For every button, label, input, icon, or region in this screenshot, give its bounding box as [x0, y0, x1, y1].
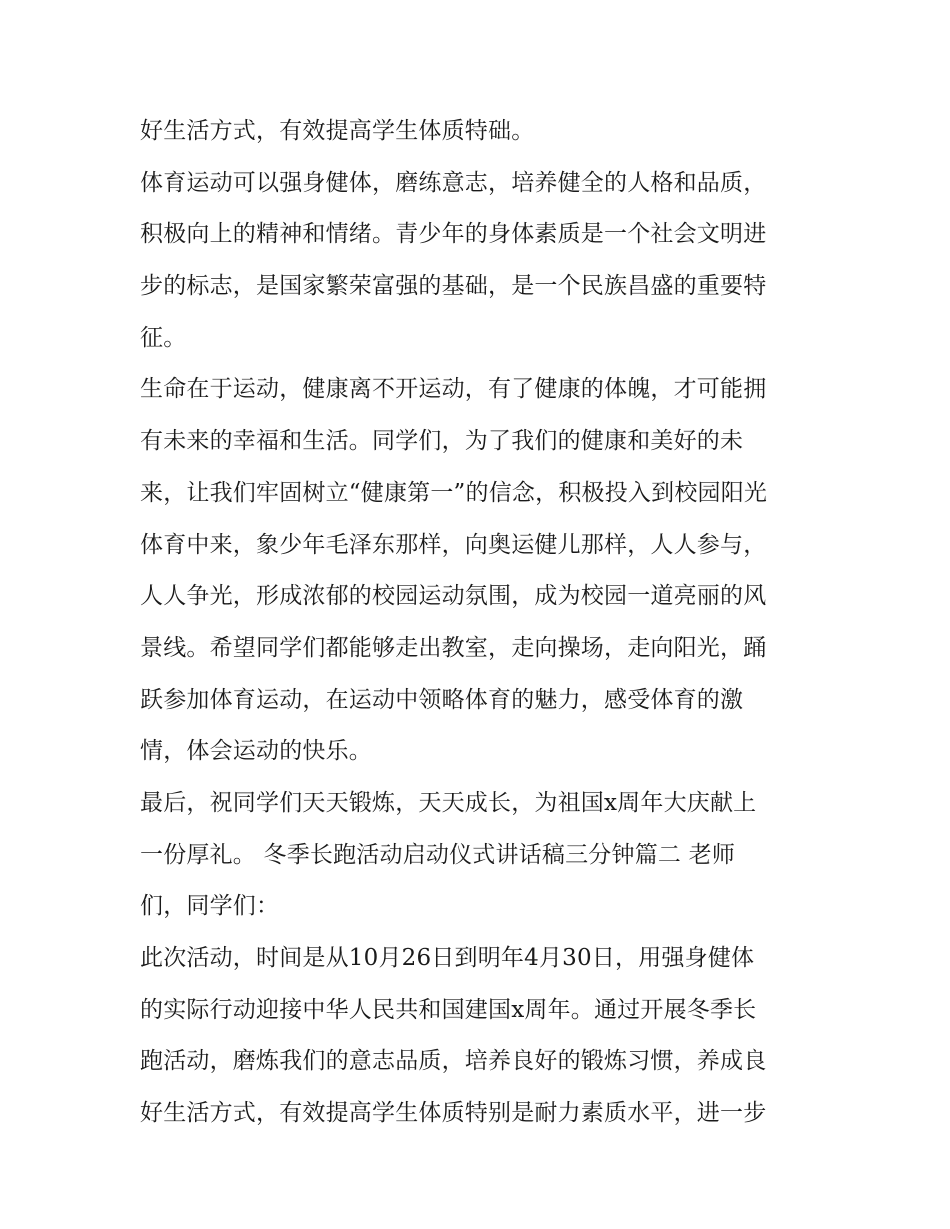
text-line: 好生活方式，有效提高学生体质特别是耐力素质水平，进一步 [140, 1100, 767, 1127]
text-line: 征。 [140, 324, 187, 351]
text-line: 情，体会运动的快乐。 [140, 738, 372, 765]
text-line: 此次活动，时间是从10月26日到明年4月30日，用强身健体 [140, 945, 755, 971]
text-line: 步的标志，是国家繁荣富强的基础，是一个民族昌盛的重要特 [140, 273, 767, 300]
document-body [140, 106, 820, 1140]
text-line: 有未来的幸福和生活。同学们，为了我们的健康和美好的未 [140, 428, 744, 455]
text-line: 好生活方式，有效提高学生体质特础。 [140, 118, 535, 144]
text-line: 们，同学们： [140, 893, 280, 920]
text-line: 人人争光，形成浓郁的校园运动氛围，成为校园一道亮丽的风 [140, 583, 767, 610]
text-line: 跑活动，磨炼我们的意志品质，培养良好的锻炼习惯，养成良 [140, 1048, 767, 1075]
text-line: 一份厚礼。 冬季长跑活动启动仪式讲话稿三分钟篇二 老师 [140, 841, 736, 868]
text-line: 的实际行动迎接中华人民共和国建国x周年。通过开展冬季长 [140, 996, 757, 1023]
text-line: 体育运动可以强身健体，磨练意志，培养健全的人格和品质， [140, 169, 767, 196]
text-line: 景线。希望同学们都能够走出教室，走向操场，走向阳光，踊 [140, 634, 767, 661]
text-line: 跃参加体育运动，在运动中领略体育的魅力，感受体育的激 [140, 686, 744, 713]
text-line: 积极向上的精神和情绪。青少年的身体素质是一个社会文明进 [140, 221, 767, 248]
text-line: 最后，祝同学们天天锻炼，天天成长，为祖国x周年大庆献上 [140, 789, 757, 816]
text-line: 生命在于运动，健康离不开运动，有了健康的体魄，才可能拥 [140, 376, 767, 403]
text-line: 来，让我们牢固树立“健康第一”的信念，积极投入到校园阳光 [140, 479, 768, 506]
text-line: 体育中来，象少年毛泽东那样，向奥运健儿那样，人人参与， [140, 531, 767, 558]
